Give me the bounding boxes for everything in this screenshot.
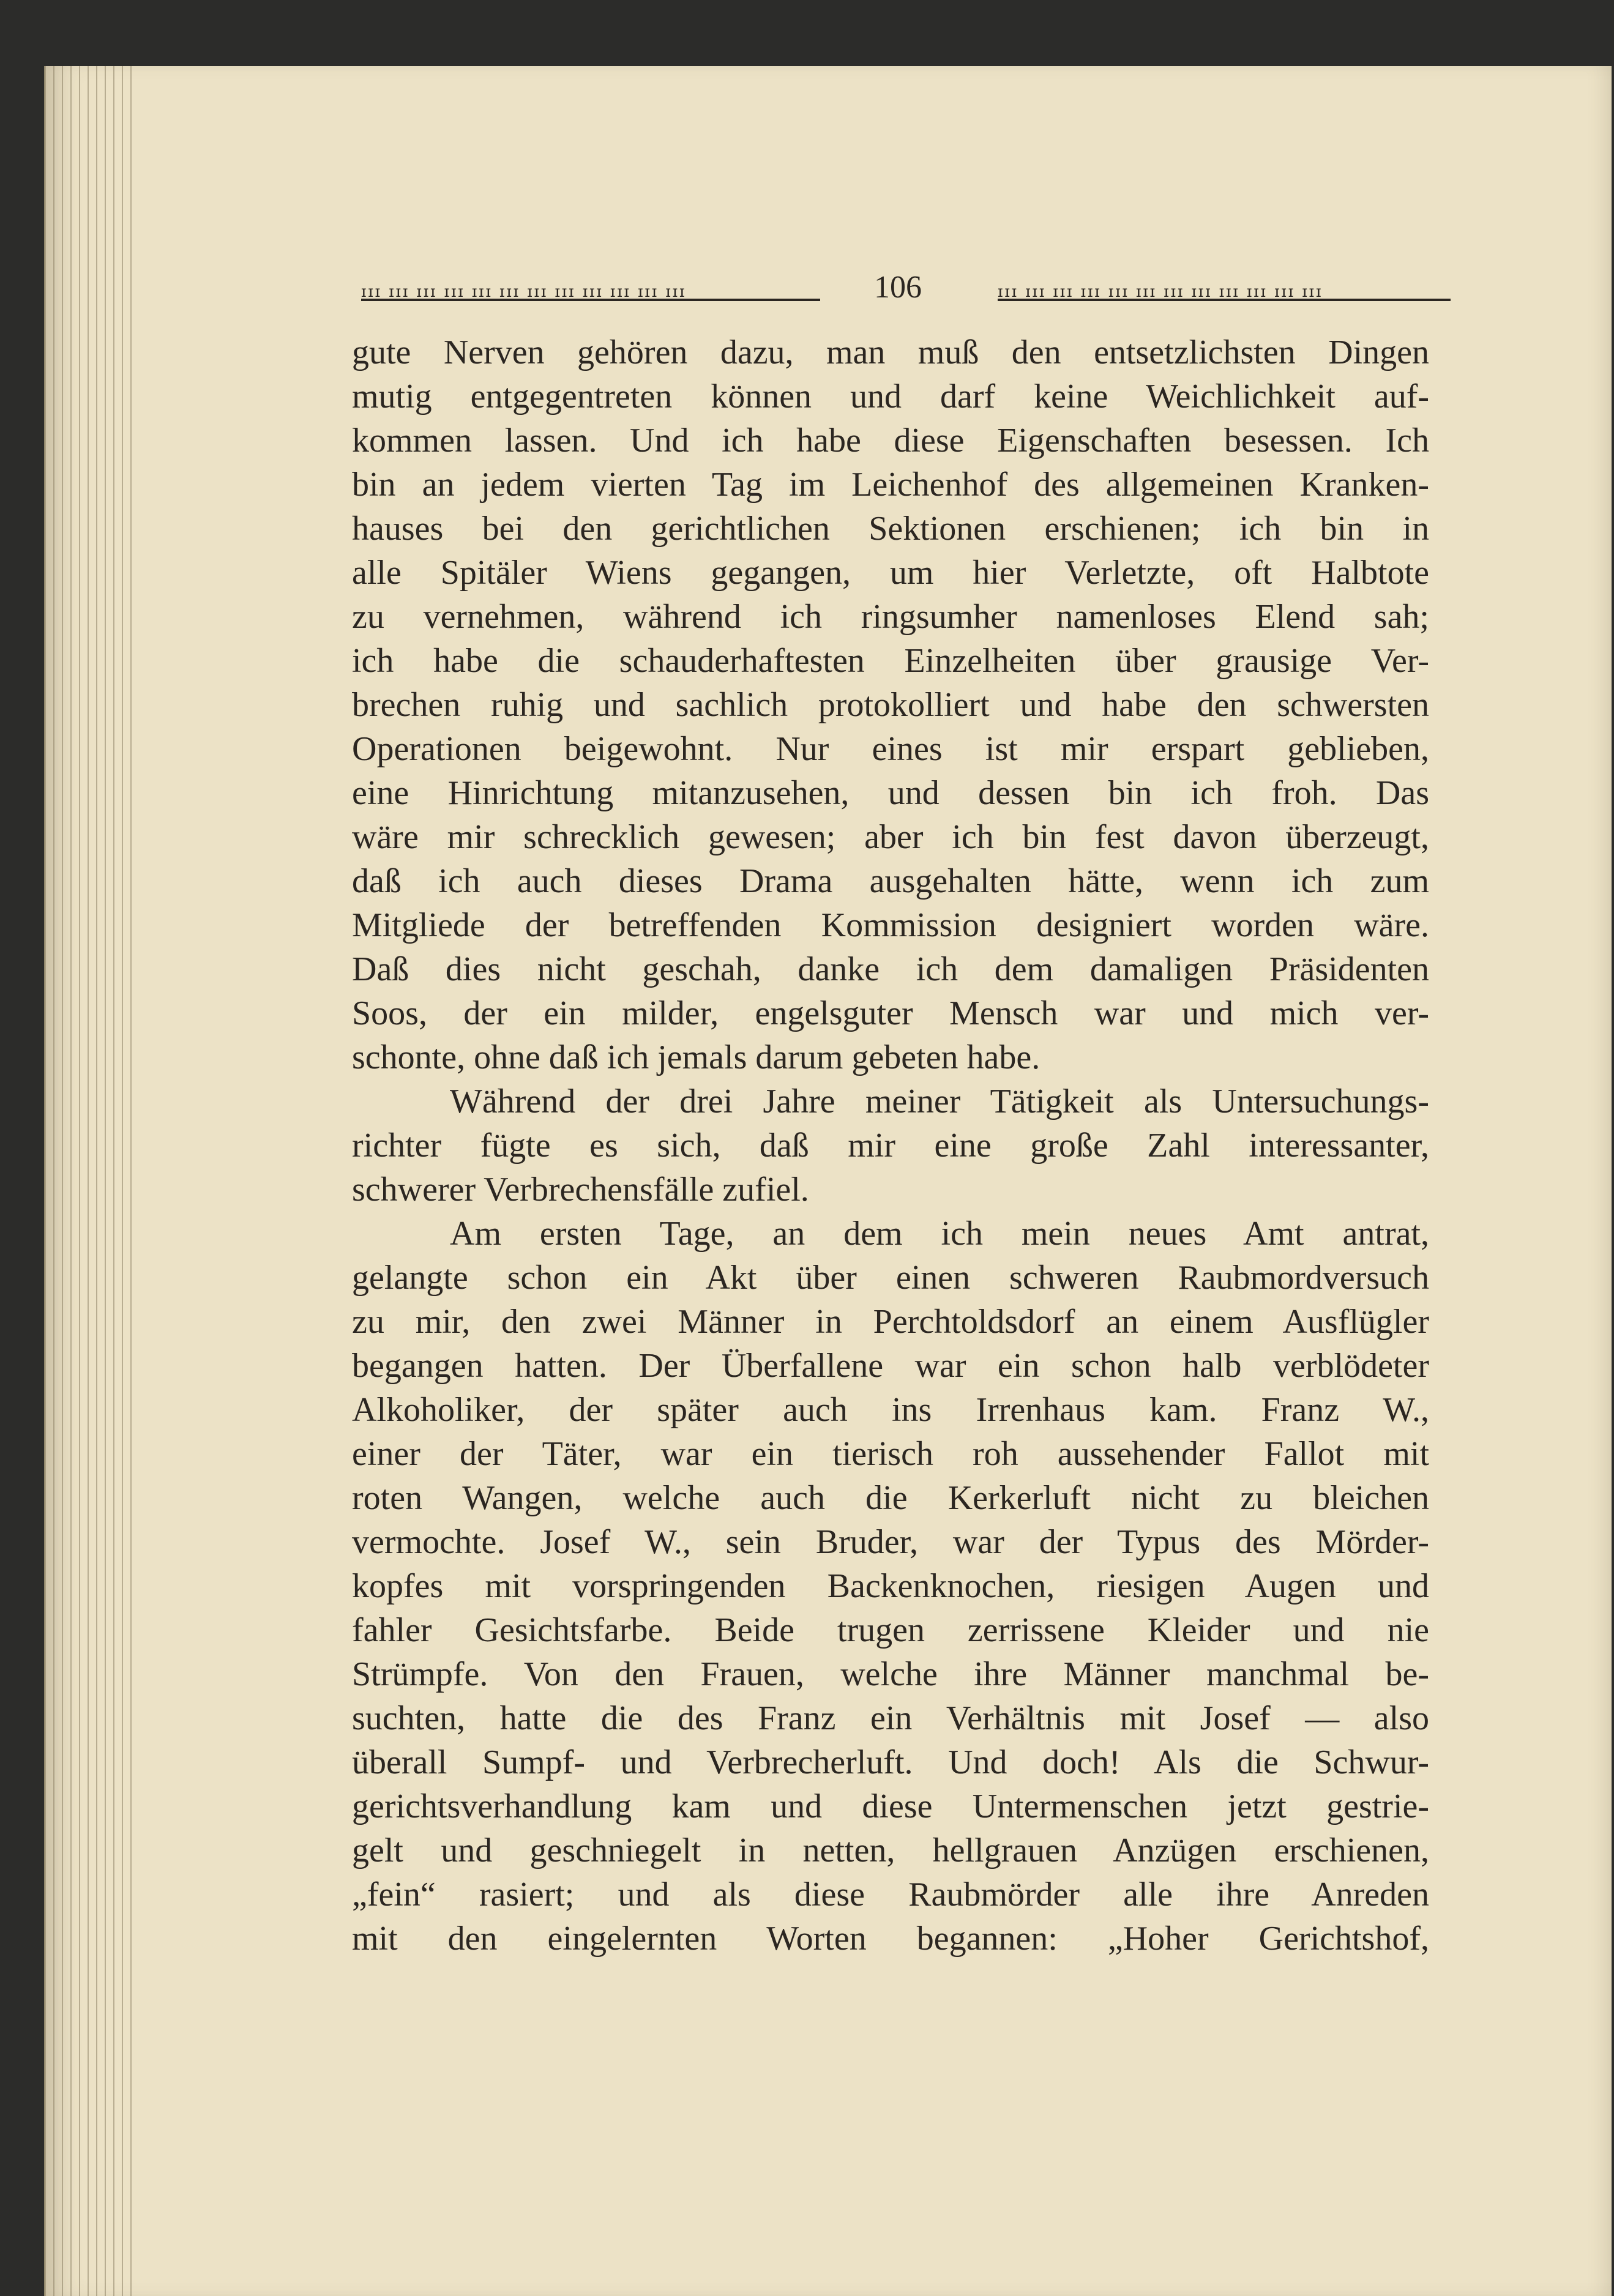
text-line: roten Wangen, welche auch die Kerkerluft nicht zu bleichen <box>352 1479 1429 1517</box>
text-line: schwerer Verbrechensfälle zufiel. <box>352 1171 809 1209</box>
text-line: hauses bei den gerichtlichen Sektionen erschienen; ich bin in <box>352 510 1429 548</box>
body-text <box>352 330 1429 1961</box>
text-line: fahler Gesichtsfarbe. Beide trugen zerrissene Kleider und nie <box>352 1611 1429 1649</box>
text-line: bin an jedem vierten Tag im Leichenhof des allgemeinen Kranken- <box>352 466 1429 504</box>
text-line: zu mir, den zwei Männer in Perchtoldsdorf an einem Ausflügler <box>352 1303 1429 1341</box>
text-line: alle Spitäler Wiens gegangen, um hier Verletzte, oft Halbtote <box>352 554 1429 592</box>
text-line: Operationen beigewohnt. Nur eines ist mir erspart geblieben, <box>352 730 1429 768</box>
text-line: ich habe die schauderhaftesten Einzelheiten über grausige Ver- <box>352 642 1429 680</box>
text-line: kopfes mit vorspringenden Backenknochen, riesigen Augen und <box>352 1567 1429 1605</box>
text-line: kommen lassen. Und ich habe diese Eigenschaften besessen. Ich <box>352 422 1429 460</box>
text-line: vermochte. Josef W., sein Bruder, war der Typus des Mörder- <box>352 1523 1429 1561</box>
header-ornament-right: ɪɪɪ ɪɪɪ ɪɪɪ ɪɪɪ ɪɪɪ ɪɪɪ ɪɪɪ ɪɪɪ ɪɪɪ ɪɪɪ ɪɪɪ ɪɪɪ <box>998 288 1451 301</box>
text-line: Während der drei Jahre meiner Tätigkeit als Untersuchungs- <box>450 1083 1429 1120</box>
text-line: „fein“ rasiert; und als diese Raubmörder alle ihre Anreden <box>352 1876 1429 1914</box>
text-line: suchten, hatte die des Franz ein Verhältnis mit Josef — also <box>352 1699 1429 1737</box>
text-line: Am ersten Tage, an dem ich mein neues Amt antrat, <box>450 1215 1429 1253</box>
text-line: richter fügte es sich, daß mir eine große Zahl interessanter, <box>352 1127 1429 1165</box>
text-line: eine Hinrichtung mitanzusehen, und dessen bin ich froh. Das <box>352 774 1429 812</box>
text-line: gelt und geschniegelt in netten, hellgrauen Anzügen erschienen, <box>352 1832 1429 1869</box>
text-line: wäre mir schrecklich gewesen; aber ich bin fest davon überzeugt, <box>352 818 1429 856</box>
text-line: gerichtsverhandlung kam und diese Untermenschen jetzt gestrie- <box>352 1787 1429 1825</box>
text-line: einer der Täter, war ein tierisch roh aussehender Fallot mit <box>352 1435 1429 1473</box>
text-line: daß ich auch dieses Drama ausgehalten hätte, wenn ich zum <box>352 862 1429 900</box>
header-ornament-left: ɪɪɪ ɪɪɪ ɪɪɪ ɪɪɪ ɪɪɪ ɪɪɪ ɪɪɪ ɪɪɪ ɪɪɪ ɪɪɪ ɪɪɪ ɪɪɪ <box>361 288 820 301</box>
text-line: Mitgliede der betreffenden Kommission designiert worden wäre. <box>352 906 1429 944</box>
text-line: brechen ruhig und sachlich protokolliert und habe den schwersten <box>352 686 1429 724</box>
text-line: Strümpfe. Von den Frauen, welche ihre Männer manchmal be- <box>352 1655 1429 1693</box>
text-line: Alkoholiker, der später auch ins Irrenhaus kam. Franz W., <box>352 1391 1429 1429</box>
text-line: gelangte schon ein Akt über einen schweren Raubmordversuch <box>352 1259 1429 1297</box>
text-line: gute Nerven gehören dazu, man muß den entsetzlichsten Dingen <box>352 334 1429 371</box>
text-line: zu vernehmen, während ich ringsumher namenloses Elend sah; <box>352 598 1429 636</box>
text-line: überall Sumpf- und Verbrecherluft. Und doch! Als die Schwur- <box>352 1743 1429 1781</box>
text-line: Daß dies nicht geschah, danke ich dem damaligen Präsidenten <box>352 950 1429 988</box>
page-edge-stack <box>45 66 136 2296</box>
text-line: begangen hatten. Der Überfallene war ein schon halb verblödeter <box>352 1347 1429 1385</box>
page-number: 106 <box>874 270 922 305</box>
text-line: schonte, ohne daß ich jemals darum gebeten habe. <box>352 1038 1041 1076</box>
page-header <box>331 269 1423 312</box>
text-line: mit den eingelernten Worten begannen: „Hoher Gerichtshof, <box>352 1920 1429 1958</box>
text-line: mutig entgegentreten können und darf keine Weichlichkeit auf- <box>352 378 1429 416</box>
text-line: Soos, der ein milder, engelsguter Mensch war und mich ver- <box>352 994 1429 1032</box>
